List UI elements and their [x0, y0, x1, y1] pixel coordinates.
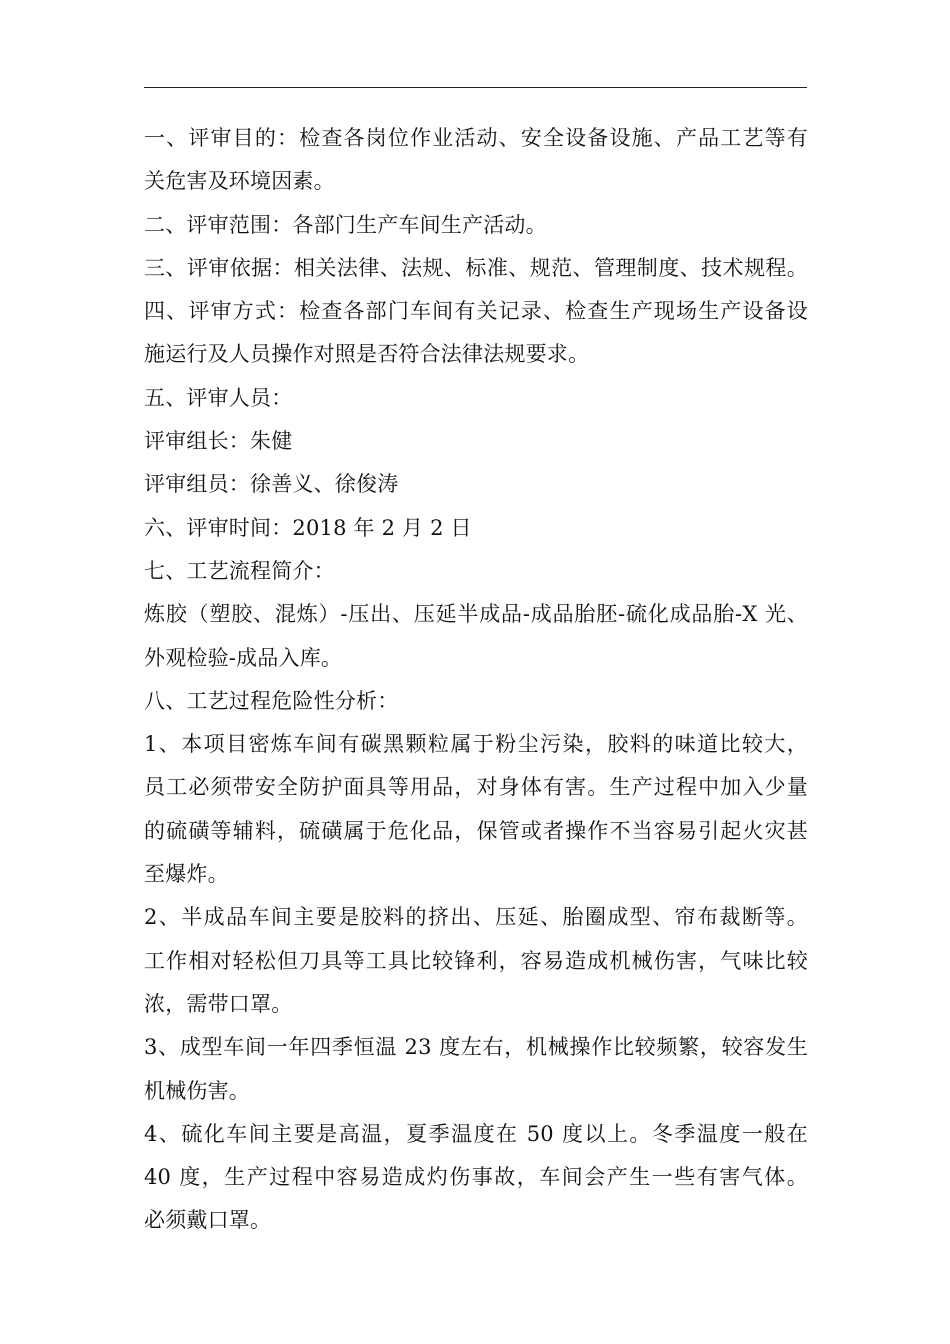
text-line: 2、半成品车间主要是胶料的挤出、压延、胎圈成型、帘布裁断等。: [144, 905, 808, 930]
text-line: 工作相对轻松但刀具等工具比较锋利，容易造成机械伤害，气味比较: [144, 948, 808, 973]
text-line: 七、工艺流程简介：: [144, 558, 335, 583]
text-line: 外观检验-成品入库。: [144, 645, 343, 670]
text-line: 1、本项目密炼车间有碳黑颗粒属于粉尘污染，胶料的味道比较大，: [144, 732, 808, 757]
text-line: 施运行及人员操作对照是否符合法律法规要求。: [144, 342, 590, 367]
text-line: 的硫磺等辅料，硫磺属于危化品，保管或者操作不当容易引起火灾甚: [144, 818, 808, 843]
text-line: 至爆炸。: [144, 862, 229, 887]
text-line: 必须戴口罩。: [144, 1208, 272, 1233]
text-line: 六、评审时间：2018 年 2 月 2 日: [144, 515, 472, 540]
text-line: 40 度，生产过程中容易造成灼伤事故，车间会产生一些有害气体。: [144, 1165, 808, 1190]
text-line: 评审组员：徐善义、徐俊涛: [144, 472, 399, 497]
text-line: 四、评审方式：检查各部门车间有关记录、检查生产现场生产设备设: [144, 299, 808, 324]
text-line: 评审组长：朱健: [144, 429, 293, 454]
header-rule: [144, 87, 807, 88]
document-body: [144, 117, 808, 1243]
text-line: 3、成型车间一年四季恒温 23 度左右，机械操作比较频繁，较容发生: [144, 1035, 808, 1060]
text-line: 八、工艺过程危险性分析：: [144, 688, 399, 713]
text-line: 员工必须带安全防护面具等用品，对身体有害。生产过程中加入少量: [144, 775, 808, 800]
text-line: 4、硫化车间主要是高温，夏季温度在 50 度以上。冬季温度一般在: [144, 1121, 808, 1146]
text-line: 炼胶（塑胶、混炼）-压出、压延半成品-成品胎胚-硫化成品胎-X 光、: [144, 602, 808, 627]
text-line: 浓，需带口罩。: [144, 991, 293, 1016]
text-line: 二、评审范围：各部门生产车间生产活动。: [144, 212, 547, 237]
text-line: 机械伤害。: [144, 1078, 250, 1103]
text-line: 一、评审目的：检查各岗位作业活动、安全设备设施、产品工艺等有: [144, 126, 808, 150]
text-line: 关危害及环境因素。: [144, 169, 335, 194]
text-line: 三、评审依据：相关法律、法规、标准、规范、管理制度、技术规程。: [144, 255, 808, 280]
text-line: 五、评审人员：: [144, 385, 293, 410]
